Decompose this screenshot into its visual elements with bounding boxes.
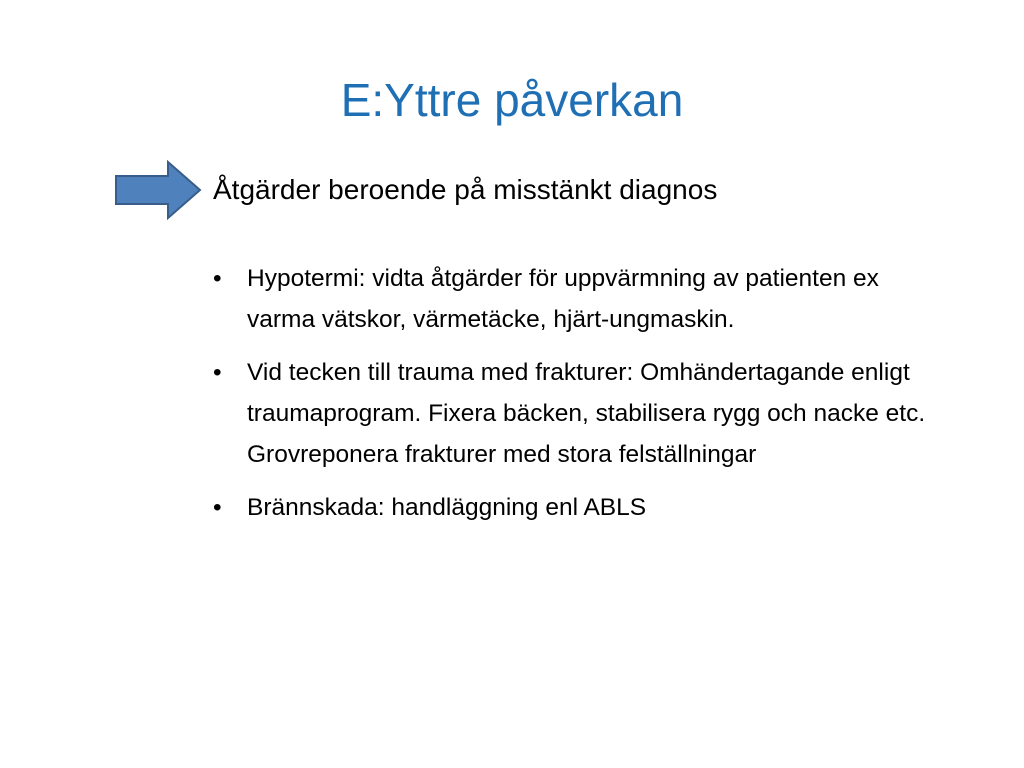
bullet-marker: • xyxy=(213,265,222,292)
subheading: Åtgärder beroende på misstänkt diagnos xyxy=(213,174,718,205)
bullet-item xyxy=(213,352,933,475)
bullet-marker: • xyxy=(213,359,222,386)
slide-title: E:Yttre påverkan xyxy=(340,74,684,126)
bullet-item xyxy=(213,258,933,340)
right-arrow-icon xyxy=(114,160,204,220)
bullet-text: Vid tecken till trauma med frakturer: Omhändertagande enligt traumaprogram. Fixera bäcken, stabilisera rygg och nacke etc. Grovreponera frakturer med stora felställningar xyxy=(247,359,926,468)
bullet-text: Hypotermi: vidta åtgärder för uppvärmning av patienten ex varma vätskor, värmetäcke, hjärt-ungmaskin. xyxy=(247,265,879,333)
bullet-list xyxy=(213,258,933,540)
bullet-item xyxy=(213,487,933,528)
bullet-marker: • xyxy=(213,494,222,521)
bullet-text: Brännskada: handläggning enl ABLS xyxy=(247,494,647,521)
